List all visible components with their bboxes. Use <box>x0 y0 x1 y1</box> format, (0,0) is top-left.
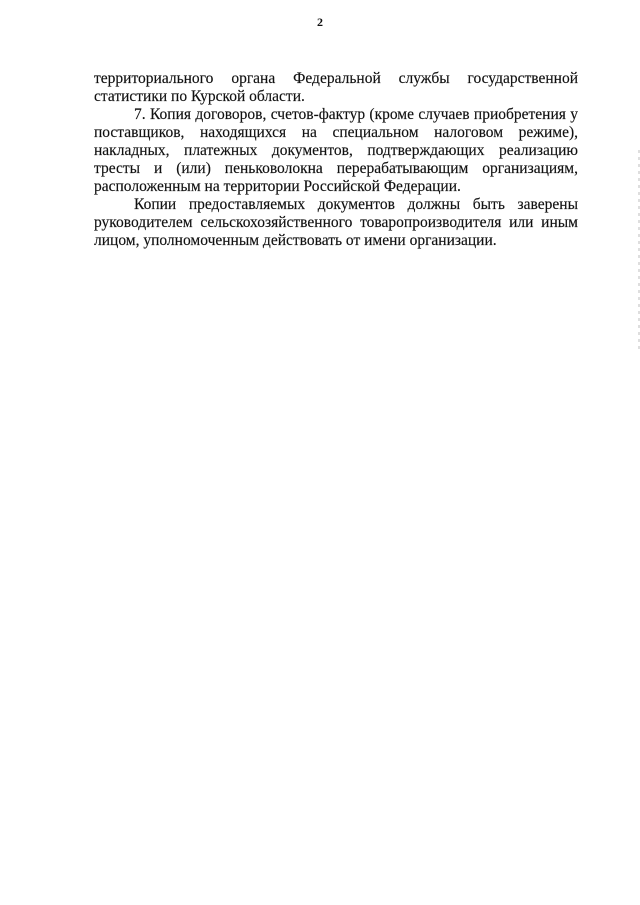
paragraph-certification-note: Копии предоставляемых документов должны быть заверены руководителем сельскохозяйственного товаропроизводителя или иным лицом, уполномоченным действовать от имени организации. <box>94 196 578 249</box>
paragraph-continuation: территориального органа Федеральной службы государственной статистики по Курской области. <box>94 70 578 105</box>
paragraph-item-7: 7. Копия договоров, счетов-фактур (кроме случаев приобретения у поставщиков, находящихся на специальном налоговом режиме), накладных, платежных документов, подтверждающих реализацию тресты и (или) пеньковолокна перерабатывающим организациям, расположенным на территории Российской Федерации. <box>94 106 578 195</box>
document-body <box>94 70 578 250</box>
page-number: 2 <box>317 15 323 29</box>
